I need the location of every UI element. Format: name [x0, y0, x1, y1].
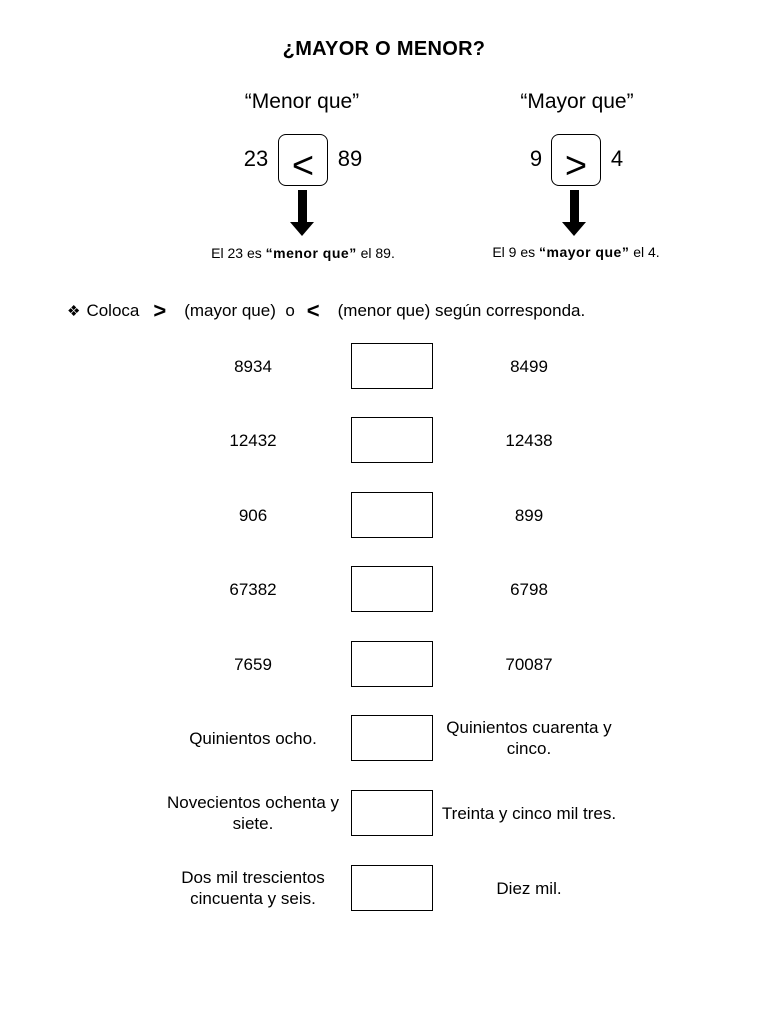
row-right-value: Treinta y cinco mil tres. — [441, 803, 617, 823]
mayor-caption — [426, 244, 726, 260]
row-left-value: 12432 — [229, 430, 277, 450]
row-right-value: 8499 — [510, 356, 548, 376]
exercise-row — [0, 566, 768, 612]
answer-box[interactable] — [351, 865, 433, 911]
instruction-text-coloca: Coloca — [86, 301, 140, 320]
greater-than-symbol: > — [564, 145, 588, 187]
answer-box[interactable] — [351, 641, 433, 687]
answer-box[interactable] — [351, 492, 433, 538]
instruction-line — [67, 298, 585, 324]
mayor-caption-bold: “mayor que” — [539, 244, 630, 260]
exercise-row — [0, 641, 768, 687]
menor-caption-pre: El 23 es — [211, 245, 266, 261]
down-arrow-head-icon — [562, 222, 586, 236]
exercise-row — [0, 865, 768, 911]
answer-box[interactable] — [351, 417, 433, 463]
menor-example-right-number: 89 — [337, 146, 363, 171]
row-right-value: 70087 — [505, 654, 553, 674]
menor-example-left-number: 23 — [243, 146, 269, 171]
mayor-example-left-number: 9 — [529, 146, 543, 171]
mayor-caption-pre: El 9 es — [492, 244, 540, 260]
instruction-less-than-symbol: < — [306, 298, 320, 323]
exercise-row — [0, 343, 768, 389]
diamond-bullet-icon: ❖ — [67, 303, 81, 320]
exercise-row — [0, 417, 768, 463]
row-left-value: 67382 — [229, 579, 277, 599]
row-left-value: Dos mil trescientos cincuenta y seis. — [181, 868, 325, 908]
down-arrow-head-icon — [290, 222, 314, 236]
exercise-row — [0, 715, 768, 761]
instruction-text-menor: (menor que) según corresponda. — [337, 301, 586, 320]
down-arrow-icon — [298, 190, 307, 222]
row-right-value: Diez mil. — [496, 878, 562, 898]
row-right-value: 12438 — [505, 430, 553, 450]
down-arrow-icon — [570, 190, 579, 222]
row-left-value: 8934 — [234, 356, 272, 376]
menor-caption-bold: “menor que” — [265, 245, 357, 261]
instruction-greater-than-symbol: > — [153, 298, 167, 323]
row-right-value: 6798 — [510, 579, 548, 599]
menor-caption-post: el 89. — [356, 245, 395, 261]
mayor-que-heading: “Mayor que” — [520, 90, 634, 113]
exercise-row — [0, 790, 768, 836]
menor-caption — [153, 245, 453, 261]
answer-box[interactable] — [351, 715, 433, 761]
page-title: ¿MAYOR O MENOR? — [282, 38, 486, 60]
row-left-value: Quinientos ocho. — [189, 728, 317, 748]
row-right-value: 899 — [514, 505, 544, 525]
answer-box[interactable] — [351, 790, 433, 836]
mayor-caption-post: el 4. — [629, 244, 660, 260]
row-left-value: Novecientos ochenta y siete. — [167, 793, 339, 833]
less-than-symbol: < — [291, 145, 315, 187]
exercise-row — [0, 492, 768, 538]
mayor-example-right-number: 4 — [610, 146, 624, 171]
answer-box[interactable] — [351, 566, 433, 612]
mayor-symbol-box — [551, 134, 601, 186]
menor-symbol-box — [278, 134, 328, 186]
menor-que-heading: “Menor que” — [244, 90, 360, 113]
row-left-value: 7659 — [234, 654, 272, 674]
answer-box[interactable] — [351, 343, 433, 389]
row-left-value: 906 — [238, 505, 268, 525]
row-right-value: Quinientos cuarenta y cinco. — [446, 718, 612, 758]
instruction-text-mayor: (mayor que) o — [184, 301, 295, 320]
